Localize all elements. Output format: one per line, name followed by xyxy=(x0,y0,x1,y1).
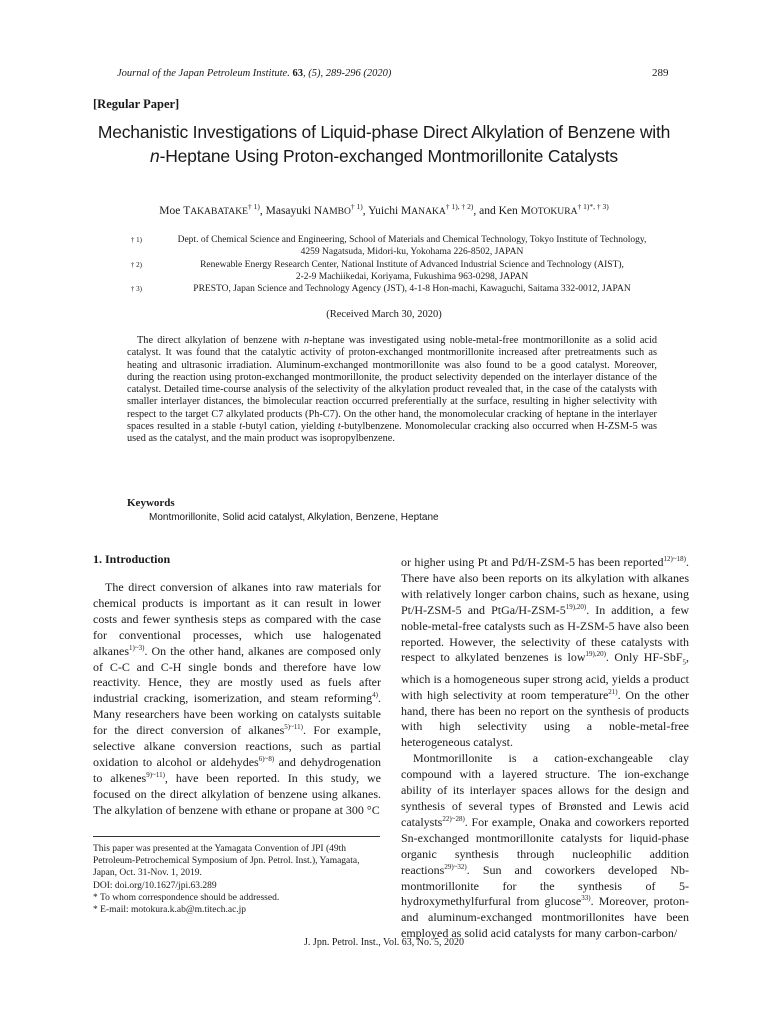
affiliation-mark: † 2) xyxy=(130,260,142,269)
affiliation-mark: † 1) xyxy=(130,236,142,244)
correspondence-note: * To whom correspondence should be addressed. xyxy=(93,892,280,903)
journal-issue-pages: , (5), 289-296 (2020) xyxy=(302,68,392,79)
footnote-rule xyxy=(93,836,380,837)
affiliation: † 3) PRESTO, Japan Science and Technology Agency (JST), 4-1-8 Hon-machi, Kawaguchi, Saitama 332-0012, JAPAN xyxy=(118,283,678,295)
journal-name: Journal of the Japan Petroleum Institute xyxy=(117,68,288,79)
paper-title xyxy=(60,120,708,168)
footnotes xyxy=(93,843,393,916)
email-note: * E-mail: motokura.k.ab@m.titech.ac.jp xyxy=(93,905,247,916)
keywords-list: Montmorillonite, Solid acid catalyst, Alkylation, Benzene, Heptane xyxy=(149,512,439,523)
paragraph: Montmorillonite is a cation-exchangeable clay compound with a layered structure. The ion-exchange ability of its interlayer spaces allows for the design and synthesis of several types of Brønsted and Lewis acid catalysts$^{22)\sim 28)}$. For example, Onaka and coworkers reported Sn-exchanged montmorillonite catalysts for liquid-phase organic synthesis through nucleophilic addition reactions$^{29)\sim 32)}$. Sun and coworkers developed Nb-montmorillonite for the synthesis of 5-hydroxymethylfurfural from glucose$^{33)}$. Moreover, proton- and aluminum-exchanged montmorillonites have been employed as solid acid catalysts for many carbon-carbon/ xyxy=(401,751,689,941)
page-number: 289 xyxy=(652,67,669,79)
paragraph: The direct conversion of alkanes into raw materials for chemical products is important as it can result in lower costs and fewer synthesis steps as compared with the case for conventional processes, which use halogenated alkanes$^{1)\sim 3)}$. On the other hand, alkanes are composed only of C-C and C-H single bonds and therefore have low reactivity. Hence, they are mostly used as fuels after industrial cracking, isomerization, and steam reforming$^{4)}$. Many researchers have been working on catalysts suitable for the direct conversion of alkanes$^{5)\sim 11)}$. For example, selective alkane conversion reactions, such as partial oxidation to alcohol or aldehydes$^{6)\sim 8)}$ and dehydrogenation to alkenes$^{9)\sim 11)}$, have been reported. In this study, we focused on the direct alkylation of benzene using alkanes. The alkylation of benzene with ethane or propane at 300 °C xyxy=(93,580,381,817)
received-date: (Received March 30, 2020) xyxy=(326,309,442,320)
journal-volume: 63 xyxy=(292,68,303,79)
title-line-2 xyxy=(60,144,708,168)
author-list xyxy=(60,202,708,217)
keywords-heading: Keywords xyxy=(127,497,175,509)
affiliation: † 2) Renewable Energy Research Center, National Institute of Advanced Industrial Science and Technology (AIST), 2-2-9 Machiikedai, Koriyama, Fukushima 963-0298, JAPAN xyxy=(118,259,678,284)
affiliation-mark: † 3) xyxy=(130,285,142,294)
author: Masayuki NAMBO$^{\dagger 1)}$, xyxy=(265,202,369,217)
affiliations xyxy=(118,234,678,295)
footnote-line: Petroleum-Petrochemical Symposium of Jpn. Petrol. Inst.), Yamagata, xyxy=(93,856,360,867)
body-column-left xyxy=(93,580,381,819)
author: Yuichi $MANAKA^{\dagger 1), \dagger 2)}$, and xyxy=(368,202,499,217)
title-line-1: Mechanistic Investigations of Liquid-phase Direct Alkylation of Benzene with xyxy=(97,122,671,142)
author: Ken $MOTOKURA^{\dagger 1)*, \dagger 3)}$ xyxy=(498,202,609,217)
page-footer: J. Jpn. Petrol. Inst., Vol. 63, No. 5, 2020 xyxy=(304,937,464,948)
affiliation: † 1) Dept. of Chemical Science and Engineering, School of Materials and Chemical Technology, Tokyo Institute of Technology, 4259 Nagatsuda, Midori-ku, Yokohama 226-8502, JAPAN xyxy=(118,234,678,259)
paragraph: or higher using Pt and Pd/H-ZSM-5 has been reported$^{12)\sim 18)}$. There have also been reports on its alkylation with alkanes with relatively longer carbon chains, such as hexane, using Pt/H-ZSM-5 and PtGa/$H-ZSM-5^{19),20)}$. In addition, a few noble-metal-free catalysts such as H-ZSM-5 have also been reported. However, the selectivity of these catalysts with respect to alkylated benzenes is low$^{19),20)}$. Only HF-SbF$_5$, which is a homogeneous super strong acid, yields a product with high selectivity at room temperature$^{21)}$. On the other hand, there has been no report on the synthesis of products with high selectivity using a noble-metal-free heterogeneous catalyst. xyxy=(401,555,690,750)
abstract: The direct alkylation of benzene with n-heptane was investigated using noble-metal-free montmorillonite as a solid acid catalyst. It was found that the catalytic activity of proton-exchanged montmorillonite increased after pretreatments such as heating and ultrasonic irradiation. Aluminum-exchanged montmorillonite was also found to be a good catalyst. Moreover, during the reaction using proton-exchanged montmorillonite, the product selectivity depended on the interlayer distance of the catalyst. Detailed time-course analysis of the selectivity of the alkylation product revealed that, in the case of the catalysts with smaller interlayer distances, the bimolecular reaction occurred preferentially at the surface, resulting in higher selectivity with respect to the target C7 alkylated products (Ph-C7). On the other hand, the monomolecular cracking of heptane in the interlayer spaces resulted in a stable t-butyl cation, yielding t-butylbenzene. Monomolecular cracking also occurred when H-ZSM-5 was used as the catalyst, and the main product was isopropylbenzene. xyxy=(127,335,657,445)
body-column-right xyxy=(401,555,689,942)
title-italic-n: n xyxy=(150,146,160,166)
footnote-line: Japan, Oct. 31-Nov. 1, 2019. xyxy=(93,868,202,879)
footnote-line: This paper was presented at the Yamagata Convention of JPI (49th xyxy=(93,844,347,854)
doi: DOI: doi.org/10.1627/jpi.63.289 xyxy=(93,880,217,891)
title-line-2-rest: -Heptane Using Proton-exchanged Montmorillonite Catalysts xyxy=(159,146,618,166)
section-heading: 1. Introduction xyxy=(93,552,171,566)
journal-citation: Journal of the Japan Petroleum Institute. 63, (5), 289-296 (2020) xyxy=(117,68,392,79)
author: Moe TAKABATAKE$^{\dagger 1)}$, xyxy=(159,202,266,217)
paper-type-label: [Regular Paper] xyxy=(93,97,180,111)
